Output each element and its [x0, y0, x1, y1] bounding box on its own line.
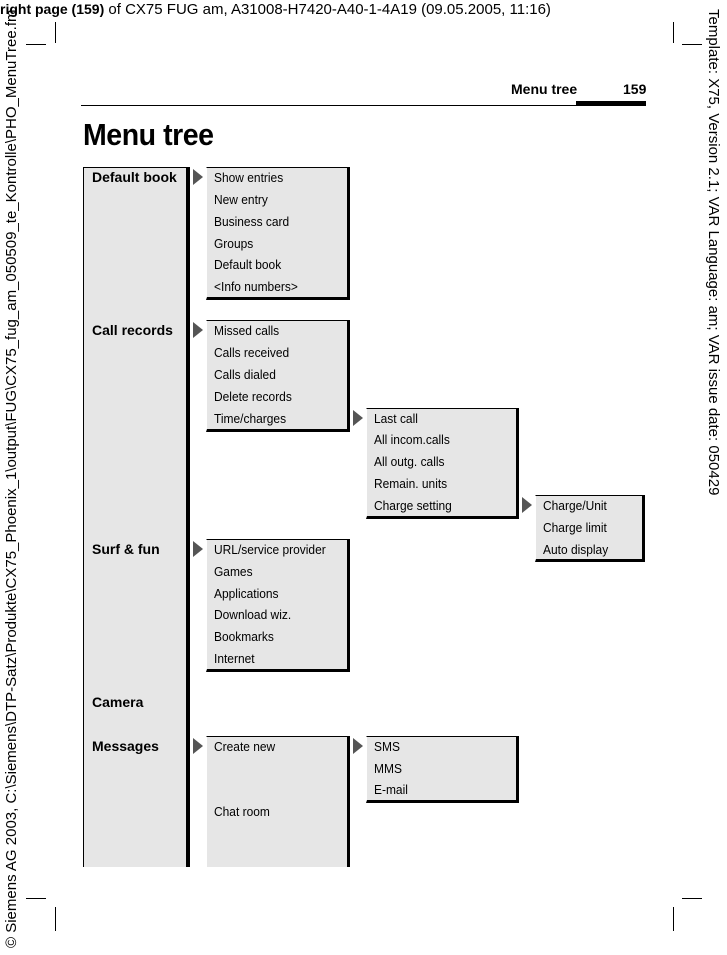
file-header-bold: right page (159): [0, 1, 105, 17]
menu-default-book[interactable]: Default book: [92, 169, 177, 185]
triangle-right-icon: [193, 169, 203, 185]
submenu-item-charge-unit[interactable]: Charge/Unit: [543, 498, 607, 513]
submenu-item-charge-setting[interactable]: Charge setting: [374, 498, 452, 513]
default-book-submenu: [206, 167, 350, 300]
crop-mark: [682, 898, 702, 899]
messages-submenu: [206, 736, 350, 867]
submenu-item-mms[interactable]: MMS: [374, 761, 402, 776]
submenu-item-games[interactable]: Games: [214, 564, 253, 579]
crop-mark: [55, 22, 56, 43]
create-new-submenu: [366, 736, 519, 803]
running-head-page: 159: [623, 81, 647, 97]
copyright-path: © Siemens AG 2003, C:\Siemens\DTP-Satz\Produkte\CX75_Phoenix_1\output\FUG\CX75_fug_am_050509_te_Kontrolle\PHO_MenuTree.fm: [3, 9, 20, 948]
triangle-right-icon: [353, 410, 363, 426]
submenu-item-new-entry[interactable]: New entry: [214, 192, 268, 207]
submenu-item-internet[interactable]: Internet: [214, 651, 255, 666]
submenu-item-create-new[interactable]: Create new: [214, 739, 276, 754]
crop-mark: [26, 44, 46, 45]
submenu-item-missed-calls[interactable]: Missed calls: [214, 323, 280, 338]
submenu-item-groups[interactable]: Groups: [214, 236, 254, 251]
submenu-item-bookmarks[interactable]: Bookmarks: [214, 629, 274, 644]
triangle-right-icon: [193, 541, 203, 557]
submenu-item-sms[interactable]: SMS: [374, 739, 400, 754]
submenu-item-email[interactable]: E-mail: [374, 782, 408, 797]
submenu-item-url-service-provider[interactable]: URL/service provider: [214, 542, 326, 557]
triangle-right-icon: [353, 738, 363, 754]
submenu-item-download-wiz[interactable]: Download wiz.: [214, 607, 292, 622]
charge-setting-submenu: [535, 495, 645, 562]
menu-call-records[interactable]: Call records: [92, 322, 173, 338]
submenu-item-info-numbers[interactable]: <Info numbers>: [214, 279, 298, 294]
crop-mark: [55, 907, 56, 931]
crop-mark: [26, 898, 46, 899]
surf-fun-submenu: [206, 539, 350, 672]
menu-camera[interactable]: Camera: [92, 694, 144, 710]
menu-surf-fun[interactable]: Surf & fun: [92, 541, 160, 557]
file-header: [0, 1, 551, 18]
crop-mark: [673, 22, 674, 43]
time-charges-submenu: [366, 408, 519, 519]
submenu-item-business-card[interactable]: Business card: [214, 214, 290, 229]
submenu-item-last-call[interactable]: Last call: [374, 411, 418, 426]
crop-mark: [673, 907, 674, 931]
triangle-right-icon: [193, 322, 203, 338]
file-header-rest: of CX75 FUG am, A31008-H7420-A40-1-4A19 (09.05.2005, 11:16): [104, 1, 551, 18]
submenu-item-time-charges[interactable]: Time/charges: [214, 411, 287, 426]
submenu-item-default-book[interactable]: Default book: [214, 257, 282, 272]
crop-mark: [682, 44, 702, 45]
main-menu-left-border: [83, 167, 84, 867]
submenu-item-calls-dialed[interactable]: Calls dialed: [214, 367, 276, 382]
submenu-item-auto-display[interactable]: Auto display: [543, 542, 609, 557]
submenu-item-charge-limit[interactable]: Charge limit: [543, 520, 607, 535]
main-menu-top-border: [83, 167, 187, 168]
main-menu-column: [83, 167, 187, 867]
template-info: Template: X75, Version 2.1; VAR Language: am; VAR issue date: 050429: [705, 9, 722, 496]
submenu-item-delete-records[interactable]: Delete records: [214, 389, 292, 404]
running-head-title: Menu tree: [511, 81, 578, 97]
submenu-item-all-outg-calls[interactable]: All outg. calls: [374, 454, 445, 469]
submenu-item-all-incom-calls[interactable]: All incom.calls: [374, 432, 450, 447]
menu-messages[interactable]: Messages: [92, 738, 159, 754]
header-rule: [81, 105, 646, 106]
submenu-item-remain-units[interactable]: Remain. units: [374, 476, 448, 491]
page-title: Menu tree: [83, 117, 214, 152]
triangle-right-icon: [193, 738, 203, 754]
header-rule-accent: [576, 101, 646, 106]
submenu-item-calls-received[interactable]: Calls received: [214, 345, 290, 360]
submenu-item-show-entries[interactable]: Show entries: [214, 170, 284, 185]
submenu-item-applications[interactable]: Applications: [214, 586, 279, 601]
main-menu-right-border: [186, 167, 190, 867]
triangle-right-icon: [522, 497, 532, 513]
call-records-submenu: [206, 320, 350, 432]
submenu-item-chat-room[interactable]: Chat room: [214, 804, 270, 819]
